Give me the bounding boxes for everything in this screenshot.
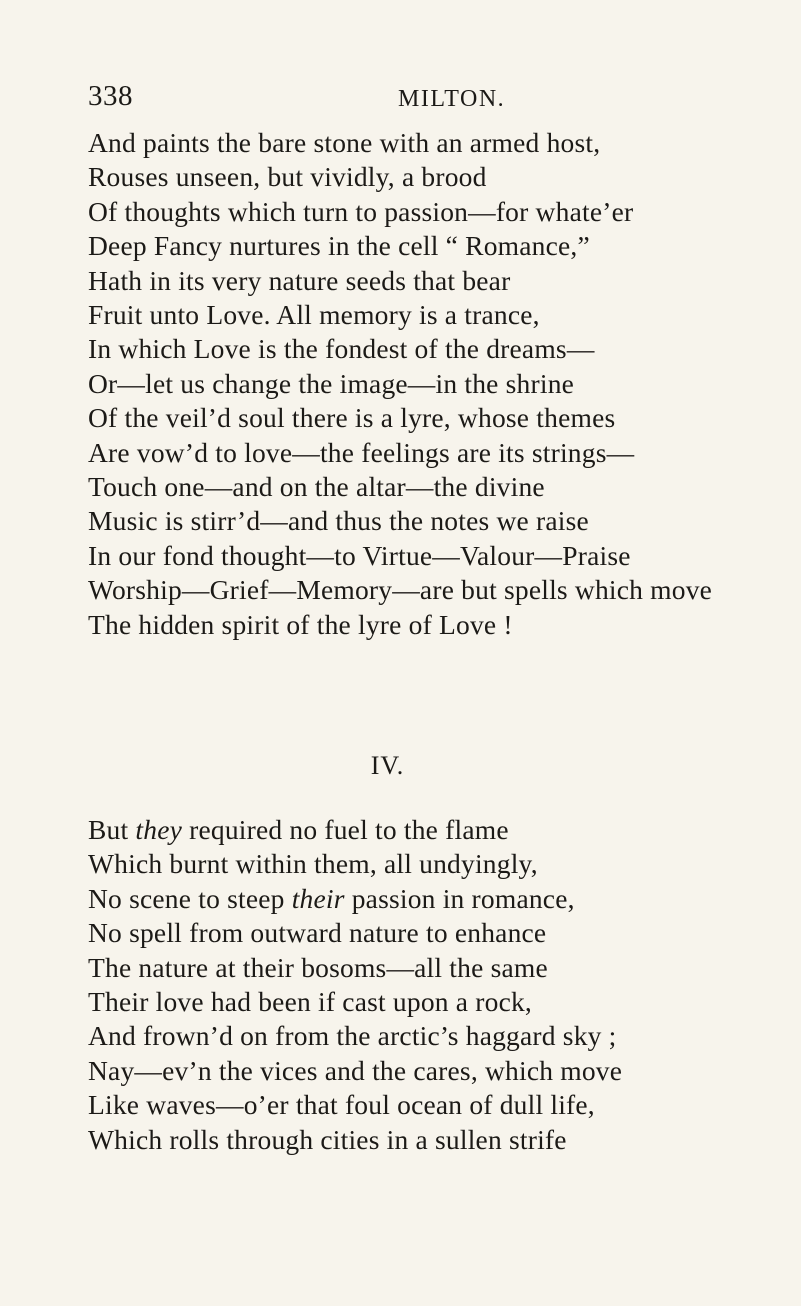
verse-line: And frown’d on from the arctic’s haggard sky ; xyxy=(88,1020,617,1052)
verse-line: Are vow’d to love—the feelings are its strings— xyxy=(88,436,635,468)
verse-line: Nay—ev’n the vices and the cares, which move xyxy=(88,1054,623,1086)
line-text: required no fuel to the flame xyxy=(182,814,509,845)
verse-line xyxy=(88,882,788,916)
verse-line: Hath in its very nature seeds that bear xyxy=(88,264,511,296)
verse-line: Worship—Grief—Memory—are but spells which move xyxy=(88,574,713,606)
verse-line: The nature at their bosoms—all the same xyxy=(88,951,548,983)
section-heading xyxy=(0,751,801,781)
verse-line: Like waves—o’er that foul ocean of dull life, xyxy=(88,1089,595,1121)
verse-line: Or—let us change the image—in the shrine xyxy=(88,367,575,399)
verse-line: No spell from outward nature to enhance xyxy=(88,917,547,949)
running-title: MILTON. xyxy=(398,86,506,112)
verse-line: In which Love is the fondest of the dreams— xyxy=(88,333,595,365)
verse-line: Which burnt within them, all undyingly, xyxy=(88,848,538,880)
verse-line: Music is stirr’d—and thus the notes we raise xyxy=(88,505,589,537)
line-text: But xyxy=(88,814,136,845)
italic-emphasis: they xyxy=(135,814,183,845)
line-text: passion in romance, xyxy=(344,882,575,914)
verse-line: The hidden spirit of the lyre of Love ! xyxy=(88,608,513,640)
verse-line: Of thoughts which turn to passion—for whate’er xyxy=(88,195,634,227)
verse-line: Which rolls through cities in a sullen strife xyxy=(88,1123,567,1155)
verse-line xyxy=(88,813,788,847)
running-head xyxy=(0,80,801,120)
verse-line: Fruit unto Love. All memory is a trance, xyxy=(88,299,540,331)
verse-line: In our fond thought—to Virtue—Valour—Praise xyxy=(88,539,631,571)
verse-line: Deep Fancy nurtures in the cell “ Romance,” xyxy=(88,230,590,262)
line-text: No scene to steep xyxy=(88,882,292,914)
verse-line: Of the veil’d soul there is a lyre, whose themes xyxy=(88,402,616,434)
section-numeral: IV. xyxy=(370,751,405,780)
verse-line: Their love had been if cast upon a rock, xyxy=(88,986,533,1018)
page-number: 338 xyxy=(88,80,133,112)
stanza-1 xyxy=(88,126,788,642)
verse-line: Touch one—and on the altar—the divine xyxy=(88,471,545,503)
stanza-2 xyxy=(88,813,788,1157)
verse-line: And paints the bare stone with an armed host, xyxy=(88,127,601,158)
verse-line: Rouses unseen, but vividly, a brood xyxy=(88,161,487,193)
italic-emphasis: their xyxy=(291,882,345,914)
